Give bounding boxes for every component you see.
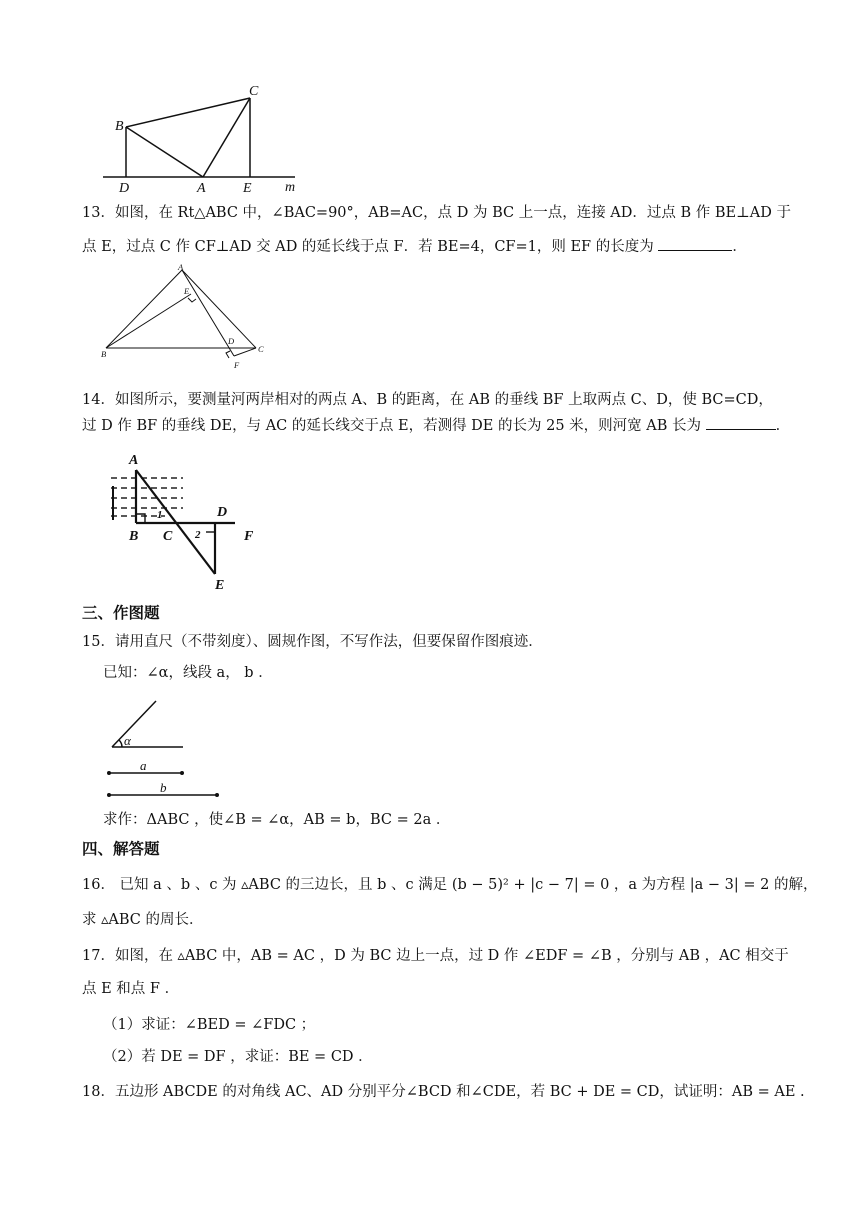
label-b: B: [101, 349, 107, 359]
label-b: B: [115, 119, 124, 134]
q17-sub1: （1）求证：∠BED = ∠FDC ；: [103, 1017, 316, 1033]
label-e: E: [243, 181, 252, 196]
label-e: E: [215, 578, 225, 593]
label-angle-2: 2: [195, 529, 201, 541]
label-angle-1: 1: [157, 509, 163, 521]
q15-line1: 15．请用直尺（不带刻度）、圆规作图，不写作法，但要保留作图痕迹．: [82, 634, 543, 650]
label-alpha: α: [124, 733, 131, 748]
label-a: A: [178, 262, 184, 272]
q13-answer-blank[interactable]: [658, 236, 732, 251]
segment-ac: [203, 98, 250, 177]
label-m: m: [285, 180, 296, 195]
label-b: b: [160, 780, 167, 795]
q18-line1: 18．五边形 ABCDE 的对角线 AC、AD 分别平分∠BCD 和∠CDE，若 BC + DE = CD，试证明：AB = AE .: [82, 1084, 805, 1100]
section-4-title: 四、解答题: [82, 840, 160, 858]
q17-sub2: （2）若 DE = DF ，求证：BE = CD ．: [103, 1049, 373, 1065]
q17-line1: 17．如图，在 ▵ABC 中，AB = AC ，D 为 BC 边上一点，过 D 作 ∠EDF = ∠B ，分别与 AB ，AC 相交于: [82, 948, 789, 964]
q13-line1: 13．如图，在 Rt△ABC 中，∠BAC=90°，AB=AC，点 D 为 BC 上一点，连接 AD．过点 B 作 BE⊥AD 于: [82, 205, 791, 221]
q17-line2: 点 E 和点 F ．: [82, 981, 180, 997]
q16-line1: 16． 已知 a 、b 、c 为 ▵ABC 的三边长，且 b 、c 满足 (b − 5)² + |c − 7| = 0 ，a 为方程 |a − 3| = 2 的解，: [82, 877, 818, 893]
segment-af: [182, 270, 234, 356]
right-angle-f: [226, 351, 230, 358]
q14-line1: 14．如图所示，要测量河两岸相对的两点 A、B 的距离，在 AB 的垂线 BF 上取两点 C、D，使 BC=CD，: [82, 392, 773, 408]
figure-q14: [105, 448, 275, 593]
right-angle-e: [188, 298, 196, 302]
label-c: C: [258, 344, 264, 354]
q14-line2-text: 过 D 作 BF 的垂线 DE，与 AC 的延长线交于点 E，若测得 DE 的长为 25 米，则河宽 AB 长为: [82, 418, 702, 434]
q13-line2-text: 点 E，过点 C 作 CF⊥AD 交 AD 的延长线于点 F．若 BE=4，CF=1，则 EF 的长度为: [82, 239, 654, 255]
q15-given: 已知：∠α，线段 a， b ．: [103, 665, 273, 681]
segment-cf: [234, 348, 256, 356]
q15-task: 求作：ΔABC ，使∠B = ∠α，AB = b，BC = 2a ．: [103, 812, 451, 828]
label-c: C: [249, 84, 259, 99]
label-f: F: [244, 529, 254, 544]
section-3-title: 三、作图题: [82, 604, 160, 622]
q14-answer-blank[interactable]: [706, 415, 776, 430]
q13-line2: [82, 236, 822, 258]
segment-ba: [126, 127, 203, 177]
angle-ray-slanted: [112, 701, 156, 747]
label-a: a: [140, 758, 147, 773]
figure-q13: [98, 262, 278, 374]
figure-q12: [95, 80, 315, 195]
segment-ac: [182, 270, 256, 348]
label-d: D: [119, 181, 130, 196]
q14-line2-end: ．: [775, 418, 791, 434]
label-d: D: [217, 505, 228, 520]
segment-ab: [106, 270, 182, 348]
label-d: D: [228, 336, 235, 346]
figure-q15: [105, 695, 225, 800]
q13-line2-end: ．: [732, 239, 747, 255]
label-f: F: [234, 360, 240, 370]
label-a: A: [197, 181, 206, 196]
label-b: B: [129, 529, 139, 544]
segment-bc: [126, 98, 250, 127]
label-a: A: [129, 453, 139, 468]
q16-line2: 求 ▵ABC 的周长．: [82, 912, 204, 928]
angle-arc: [119, 740, 122, 747]
label-e: E: [184, 286, 190, 296]
q14-line2: [82, 415, 822, 437]
segment-be: [106, 294, 191, 348]
label-c: C: [163, 529, 173, 544]
